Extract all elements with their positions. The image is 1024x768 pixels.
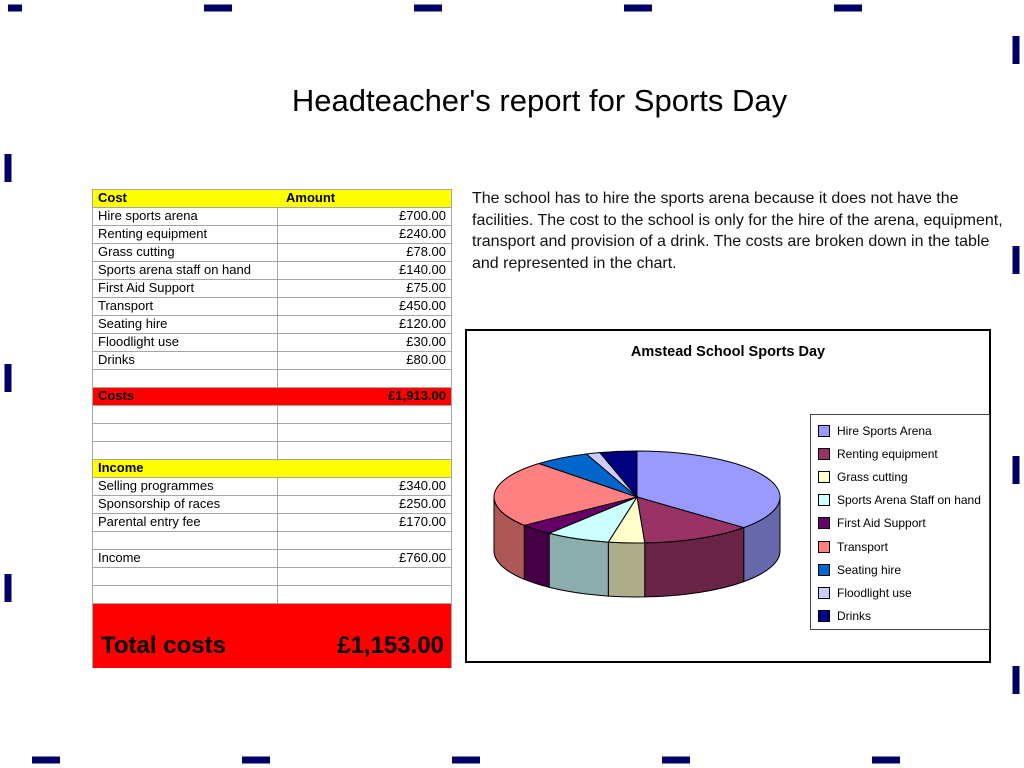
table-row-empty — [93, 442, 451, 460]
pie-slice-side-grass-cutting — [608, 542, 644, 597]
legend-label: Floodlight use — [837, 585, 912, 600]
cell-amount — [278, 568, 451, 585]
legend-label: Grass cutting — [837, 469, 908, 484]
legend-swatch-icon — [818, 517, 830, 529]
cell-label — [93, 586, 278, 603]
legend-item — [811, 442, 989, 465]
cell-label — [93, 442, 278, 459]
legend-swatch-icon — [818, 425, 830, 437]
cell-amount — [278, 370, 451, 387]
cell-label: Sports arena staff on hand — [93, 262, 278, 279]
legend-item — [811, 535, 989, 558]
cell-label: Sponsorship of races — [93, 496, 278, 513]
legend-swatch-icon — [818, 610, 830, 622]
table-row-data — [93, 352, 451, 370]
legend-label: Transport — [837, 539, 888, 554]
pie-slice-side-sports-arena-staff-on-hand — [549, 533, 608, 596]
table-row-empty — [93, 370, 451, 388]
cell-label — [93, 532, 278, 549]
cell-label: Transport — [93, 298, 278, 315]
cell-amount: £340.00 — [399, 478, 446, 493]
cell-amount — [278, 460, 451, 477]
legend-label: Hire Sports Arena — [837, 423, 932, 438]
legend-item — [811, 512, 989, 535]
table-row-header — [93, 190, 451, 208]
cell-label: Income — [93, 550, 278, 567]
cell-amount: £1,153.00 — [337, 632, 444, 659]
cell-amount: £80.00 — [406, 352, 446, 367]
cell-label: Floodlight use — [93, 334, 278, 351]
table-row-data — [93, 208, 451, 226]
legend-label: Sports Arena Staff on hand — [837, 493, 981, 508]
cell-label: Parental entry fee — [93, 514, 278, 531]
cell-label: Renting equipment — [93, 226, 278, 243]
table-row-data — [93, 262, 451, 280]
cell-amount — [278, 406, 451, 423]
legend-swatch-icon — [818, 494, 830, 506]
slide-title: Headteacher's report for Sports Day — [291, 83, 788, 118]
legend-swatch-icon — [818, 471, 830, 483]
cell-label: Hire sports arena — [93, 208, 278, 225]
description-text: The school has to hire the sports arena because it does not have the facilities. The cost to the school is only for the hire of the arena, equipment, transport and provision of a drink. The costs are broken down in the table and represented in the chart. — [472, 190, 1003, 272]
table-row-header — [93, 460, 451, 478]
cell-amount — [278, 532, 451, 549]
table-row-data — [93, 550, 451, 568]
cell-amount: £700.00 — [399, 208, 446, 223]
legend-swatch-icon — [818, 587, 830, 599]
legend-item — [811, 465, 989, 488]
table-row-empty — [93, 406, 451, 424]
cell-label: Income — [98, 460, 144, 475]
cell-amount: £170.00 — [399, 514, 446, 529]
pie-slice-side-first-aid-support — [524, 525, 549, 587]
table-row-data — [93, 280, 451, 298]
cell-amount: £240.00 — [399, 226, 446, 241]
cell-amount: £250.00 — [399, 496, 446, 511]
table-row-total — [93, 388, 451, 406]
legend-swatch-icon — [818, 541, 830, 553]
cell-label — [93, 568, 278, 585]
cell-label — [93, 406, 278, 423]
legend-label: Drinks — [837, 609, 872, 624]
cell-amount — [278, 442, 451, 459]
cell-amount: £140.00 — [399, 262, 446, 277]
cell-label: First Aid Support — [93, 280, 278, 297]
table-row-data — [93, 514, 451, 532]
cost-income-table — [92, 189, 452, 668]
table-row-data — [93, 244, 451, 262]
cell-label: Grass cutting — [93, 244, 278, 261]
chart-legend — [810, 414, 990, 630]
cell-amount: £1,913.00 — [388, 388, 446, 403]
legend-item — [811, 605, 989, 628]
cell-label: Drinks — [93, 352, 278, 369]
chart-title: Amstead School Sports Day — [630, 344, 826, 360]
table-row-data — [93, 334, 451, 352]
cell-label: Seating hire — [93, 316, 278, 333]
cell-amount: £120.00 — [399, 316, 446, 331]
legend-item — [811, 419, 989, 442]
cell-amount: £78.00 — [406, 244, 446, 259]
table-row-data — [93, 496, 451, 514]
cell-label: Total costs — [101, 633, 226, 659]
cell-amount: £30.00 — [406, 334, 446, 349]
cell-amount: £75.00 — [406, 280, 446, 295]
table-row-data — [93, 226, 451, 244]
table-row-empty — [93, 568, 451, 586]
table-row-grand — [93, 604, 451, 668]
cell-label: Selling programmes — [93, 478, 278, 495]
cell-label — [93, 370, 278, 387]
table-row-empty — [93, 532, 451, 550]
table-row-data — [93, 478, 451, 496]
cell-label: Costs — [98, 388, 135, 403]
legend-label: Renting equipment — [837, 446, 938, 461]
legend-item — [811, 558, 989, 581]
cell-amount — [278, 586, 451, 603]
cell-label — [93, 424, 278, 441]
cell-amount: £450.00 — [399, 298, 446, 313]
cell-amount: Amount — [286, 190, 336, 205]
legend-label: First Aid Support — [837, 516, 926, 531]
cell-amount: £760.00 — [399, 550, 446, 565]
legend-swatch-icon — [818, 564, 830, 576]
table-row-empty — [93, 586, 451, 604]
chart-area — [465, 329, 991, 663]
cell-amount — [278, 424, 451, 441]
table-row-empty — [93, 424, 451, 442]
cell-label: Cost — [98, 190, 127, 205]
legend-swatch-icon — [818, 448, 830, 460]
table-row-data — [93, 316, 451, 334]
legend-label: Seating hire — [837, 562, 902, 577]
legend-item — [811, 581, 989, 604]
legend-item — [811, 489, 989, 512]
table-row-data — [93, 298, 451, 316]
